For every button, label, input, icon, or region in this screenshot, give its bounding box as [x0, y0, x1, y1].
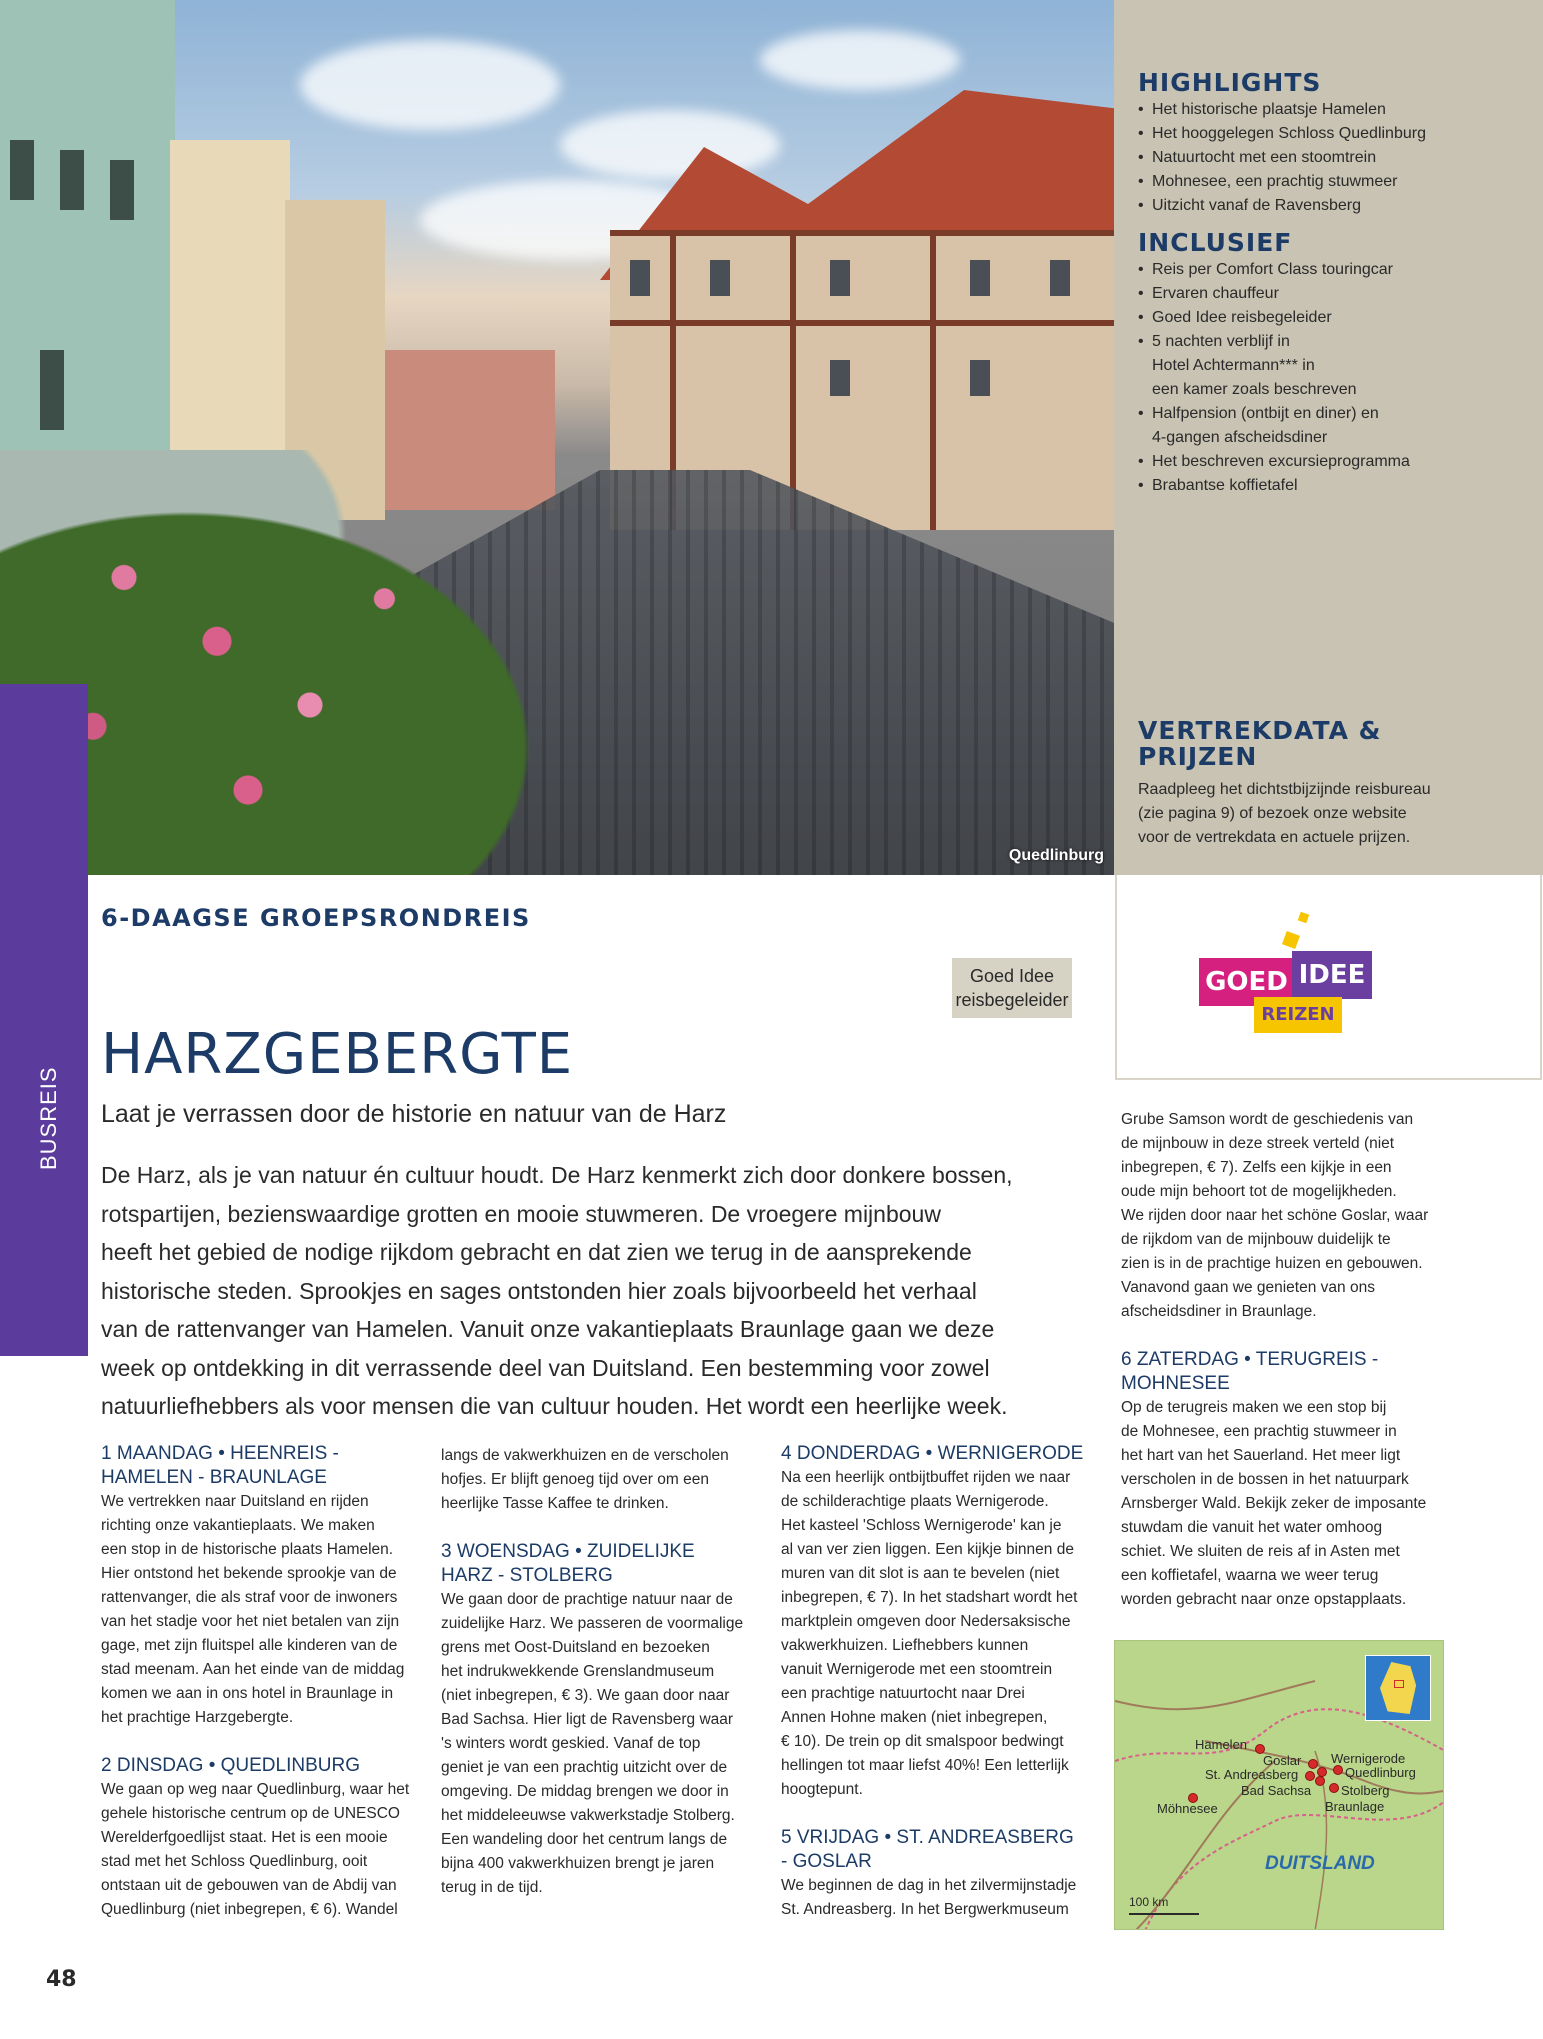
itinerary-column-1	[101, 1442, 431, 1922]
hero-photo	[0, 0, 1114, 875]
page-title: HARZGEBERGTE	[101, 1022, 574, 1087]
category-tab	[0, 684, 88, 1356]
trip-kicker: 6-DAAGSE GROEPSRONDREIS	[101, 904, 531, 932]
highlights-heading: HIGHLIGHTS	[1138, 68, 1322, 97]
list-item: • Halfpension (ontbijt en diner) en 4-gangen afscheidsdiner	[1138, 402, 1523, 450]
day-heading: 6 ZATERDAG • TERUGREIS - MOHNESEE	[1121, 1349, 1379, 1394]
list-item: • Het beschreven excursieprogramma	[1138, 450, 1523, 474]
itinerary-column-4	[1121, 1108, 1451, 1612]
map-scale-bar	[1129, 1913, 1199, 1915]
highlights-list	[1138, 98, 1523, 218]
map-label: Möhnesee	[1157, 1801, 1218, 1816]
list-item: • Natuurtocht met een stoomtrein	[1138, 146, 1523, 170]
map-label: Goslar	[1263, 1753, 1302, 1768]
map-label: Bad Sachsa	[1241, 1783, 1312, 1798]
category-label: BUSREIS	[36, 1066, 61, 1170]
map-label: Wernigerode	[1331, 1751, 1406, 1766]
list-item: • Ervaren chauffeur	[1138, 282, 1523, 306]
map-country-label: DUITSLAND	[1265, 1853, 1375, 1874]
day-text: Op de terugreis maken we een stop bij de Mohnesee, een prachtig stuwmeer in het hart van het Sauerland. Het meer ligt verscholen in de bossen in het natuurpark Arnsberger Wald. Bekijk zeker de imposante stuwdam die vanuit het water omhoog schiet. We sluiten de reis af in Asten met een koffietafel, waarna we weer terug worden gebracht naar onze opstapplaats.	[1121, 1399, 1427, 1608]
list-item: • Reis per Comfort Class touringcar	[1138, 258, 1523, 282]
day-text: We beginnen de dag in het zilvermijnstadje St. Andreasberg. In het Bergwerkmuseum	[781, 1877, 1077, 1918]
page-number: 48	[46, 1967, 77, 1992]
day-heading: 4 DONDERDAG • WERNIGERODE	[781, 1443, 1084, 1464]
itinerary-column-3	[781, 1442, 1111, 1922]
map-label: St. Andreasberg	[1205, 1767, 1299, 1782]
route-map	[1114, 1640, 1444, 1930]
day-text: Na een heerlijk ontbijtbuffet rijden we naar de schilderachtige plaats Wernigerode. Het kasteel 'Schloss Wernigerode' kan je al van ver zien liggen. Een kijkje binnen de muren van dit slot is aan te bevelen (niet inbegrepen, € 7). In het stadshart wordt het marktplein omgeven door Nedersaksische vakwerkhuizen. Liefhebbers kunnen vanuit Wernigerode met een stoomtrein een prachtige natuurtocht naar Drei Annen Hohne maken (niet inbegrepen, € 10). De trein op dit smalspoor bedwingt hellingen tot maar liefst 40%! Een letterlijk hoogtepunt.	[781, 1469, 1078, 1798]
day-text: Grube Samson wordt de geschiedenis van de mijnbouw in deze streek verteld (niet inbegrepen, € 7). Zelfs een kijkje in een oude mijn behoort tot de mogelijkheden. We rijden door naar het schöne Goslar, waar de rijkdom van de mijnbouw duidelijk te zien is in de prachtige huizen en gebouwen. Vanavond gaan we genieten van ons afscheidsdiner in Braunlage.	[1121, 1111, 1429, 1320]
map-scale-label: 100 km	[1129, 1895, 1169, 1909]
list-item: • Goed Idee reisbegeleider	[1138, 306, 1523, 330]
inclusief-list	[1138, 258, 1523, 498]
list-item: • Het historische plaatsje Hamelen	[1138, 98, 1523, 122]
photo-caption: Quedlinburg	[1008, 847, 1104, 864]
germany-inset	[1365, 1655, 1431, 1721]
goed-idee-reizen-logo: GOED IDEE REIZEN	[1199, 913, 1449, 1043]
list-item: • Brabantse koffietafel	[1138, 474, 1523, 498]
day-text: We vertrekken naar Duitsland en rijden richting onze vakantieplaats. We maken een stop in de historische plaats Hamelen. Hier ontstond het bekende sprookje van de rattenvanger, die als straf voor de inwoners van het stadje voor het niet betalen van zijn gage, met zijn fluitspel alle kinderen van de stad meenam. Aan het einde van de middag komen we aan in ons hotel in Braunlage in het prachtige Harzgebergte.	[101, 1493, 405, 1726]
intro-text: De Harz, als je van natuur én cultuur houdt. De Harz kenmerkt zich door donkere bossen, rotspartijen, bezienswaardige grotten en mooie stuwmeren. De vroegere mijnbouw heeft het gebied de nodige rijkdom gebracht en dat zien we terug in de aansprekende historische steden. Sprookjes en sages ontstonden hier zoals bijvoorbeeld het verhaal van de rattenvanger van Hamelen. Vanuit onze vakantieplaats Braunlage gaan we deze week op ontdekking in dit verrassende deel van Duitsland. Een bestemming voor zowel natuurliefhebbers als voor mensen die van cultuur houden. Het wordt een heerlijke week.	[101, 1162, 1013, 1419]
itinerary-column-2	[441, 1444, 771, 1900]
inclusief-heading: INCLUSIEF	[1138, 228, 1293, 257]
map-label: Stolberg	[1341, 1783, 1390, 1798]
logo-box	[1115, 875, 1542, 1080]
list-item: • Uitzicht vanaf de Ravensberg	[1138, 194, 1523, 218]
list-item: • 5 nachten verblijf in Hotel Achtermann*** in een kamer zoals beschreven	[1138, 330, 1523, 402]
day-text: We gaan door de prachtige natuur naar de zuidelijke Harz. We passeren de voormalige grens met Oost-Duitsland en bezoeken het indrukwekkende Grenslandmuseum (niet inbegrepen, € 3). We gaan door naar Bad Sachsa. Hier ligt de Ravensberg waar 's winters wordt geskied. Vanaf de top geniet je van een prachtig uitzicht over de omgeving. De middag brengen we door in het middeleeuwse vakwerkstadje Stolberg. Een wandeling door het centrum langs de bijna 400 vakwerkhuizen brengt je jaren terug in de tijd.	[441, 1591, 744, 1896]
day-heading: 1 MAANDAG • HEENREIS - HAMELEN - BRAUNLAGE	[101, 1443, 339, 1488]
day-heading: 2 DINSDAG • QUEDLINBURG	[101, 1755, 360, 1776]
list-item: • Mohnesee, een prachtig stuwmeer	[1138, 170, 1523, 194]
map-label: Quedlinburg	[1345, 1765, 1416, 1780]
page-subtitle: Laat je verrassen door de historie en natuur van de Harz	[101, 1100, 727, 1128]
day-text: langs de vakwerkhuizen en de verscholen hofjes. Er blijft genoeg tijd over om een heerlijke Tasse Kaffee te drinken.	[441, 1447, 729, 1512]
vertrek-text: Raadpleeg het dichtstbijzijnde reisbureau (zie pagina 9) of bezoek onze website voor de vertrekdata en actuele prijzen.	[1138, 781, 1431, 846]
list-item: • Het hooggelegen Schloss Quedlinburg	[1138, 122, 1523, 146]
vertrek-heading: VERTREKDATA & PRIJZEN	[1138, 716, 1382, 771]
day-heading: 5 VRIJDAG • ST. ANDREASBERG - GOSLAR	[781, 1827, 1074, 1872]
day-text: We gaan op weg naar Quedlinburg, waar het gehele historische centrum op de UNESCO Werelderfgoedlijst staat. Het is een mooie stad met het Schloss Quedlinburg, ooit ontstaan uit de gebouwen van de Abdij van Quedlinburg (niet inbegrepen, € 6). Wandel	[101, 1781, 410, 1918]
vertrek-section	[1138, 718, 1528, 850]
info-panel	[1114, 0, 1543, 875]
map-label: Hamelen	[1195, 1737, 1248, 1752]
day-heading: 3 WOENSDAG • ZUIDELIJKE HARZ - STOLBERG	[441, 1541, 695, 1586]
map-label: Braunlage	[1325, 1799, 1385, 1814]
guide-badge: Goed Idee reisbegeleider	[952, 958, 1072, 1018]
